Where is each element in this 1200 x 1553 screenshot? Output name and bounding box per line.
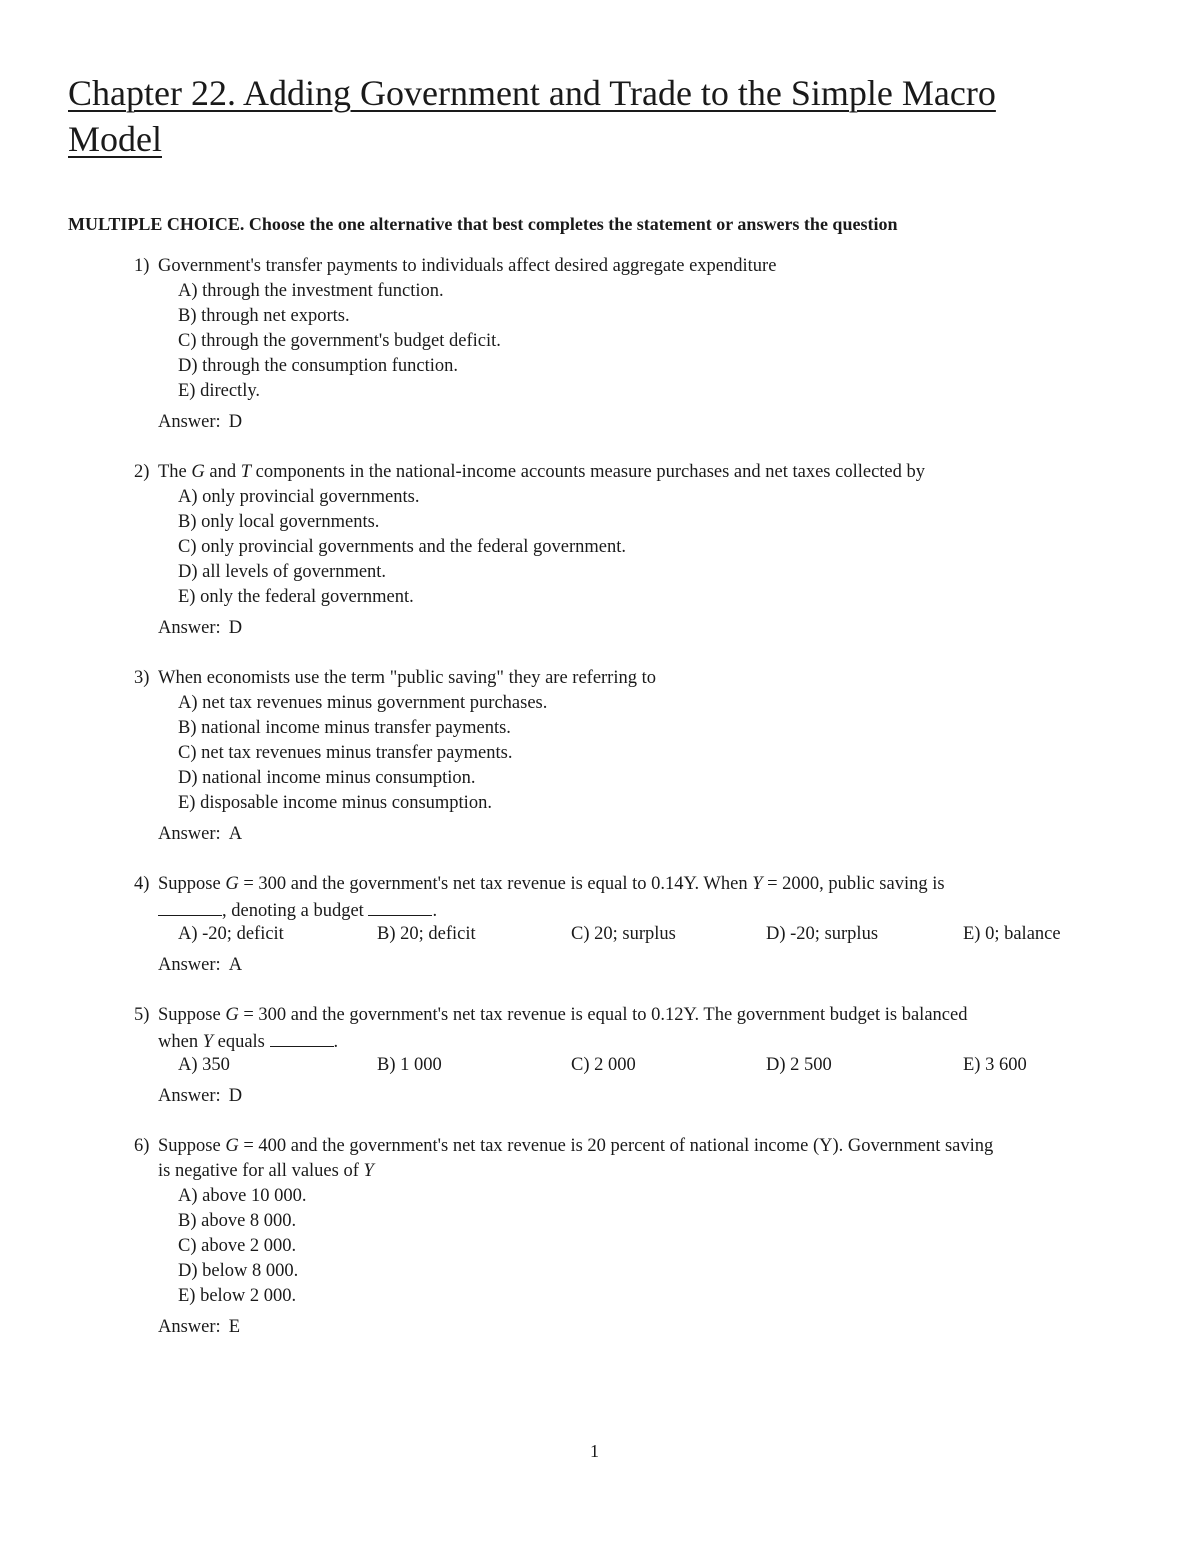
question-text — [134, 1003, 1114, 1028]
text-part: is negative for all values of — [158, 1161, 364, 1181]
option-c: C) only provincial governments and the federal government. — [178, 537, 626, 557]
option-e: E) 3 600 — [963, 1055, 1027, 1075]
option-d: D) national income minus consumption. — [178, 768, 476, 788]
question-stem — [134, 872, 1114, 924]
variable-g: G — [225, 1005, 239, 1025]
variable-g: G — [225, 1136, 239, 1156]
answer — [158, 1084, 242, 1109]
page-number: 1 — [590, 1441, 599, 1461]
answer-blank — [368, 897, 432, 916]
text-part: components in the national-income accounts measure purchases and net taxes collected by — [251, 462, 926, 482]
answer — [158, 616, 242, 641]
question-text-line-2 — [134, 1028, 1114, 1055]
option-c: C) through the government's budget deficit. — [178, 331, 501, 351]
question-number: 1) — [134, 256, 150, 276]
text-part: Suppose — [158, 1136, 226, 1156]
text-part: Suppose — [158, 1005, 226, 1025]
question-text-line-2 — [134, 1159, 1114, 1184]
text-part: equals — [213, 1032, 270, 1052]
option-e: E) only the federal government. — [178, 587, 414, 607]
option-a: A) only provincial governments. — [178, 487, 420, 507]
text-part: . — [333, 1032, 339, 1052]
option-d: D) 2 500 — [766, 1055, 832, 1075]
text-part: . — [432, 901, 438, 921]
text-part: and — [204, 462, 241, 482]
answer — [158, 953, 242, 978]
question-text-line-2 — [134, 897, 1114, 924]
answer-value: E — [228, 1317, 240, 1337]
option-a: A) -20; deficit — [178, 924, 284, 944]
option-d: D) -20; surplus — [766, 924, 879, 944]
option-e: E) directly. — [178, 381, 261, 401]
question-number: 6) — [134, 1136, 150, 1156]
option-a: A) through the investment function. — [178, 281, 444, 301]
option-c: C) net tax revenues minus transfer payments. — [178, 743, 513, 763]
option-d: D) through the consumption function. — [178, 356, 459, 376]
answer — [158, 1315, 240, 1340]
option-b: B) above 8 000. — [178, 1211, 297, 1231]
question-text: When economists use the term "public saving" they are referring to — [158, 668, 657, 688]
text-part: = 2000, public saving is — [762, 874, 945, 894]
variable-g: G — [225, 874, 239, 894]
text-part: = 300 and the government's net tax revenue is equal to 0.14Y. When — [238, 874, 753, 894]
answer-value: D — [228, 412, 243, 432]
answer-label: Answer: — [158, 412, 221, 432]
option-a: A) 350 — [178, 1055, 230, 1075]
answer-label: Answer: — [158, 955, 221, 975]
answer — [158, 410, 242, 435]
answer-label: Answer: — [158, 618, 221, 638]
variable-t: T — [240, 462, 252, 482]
question-text — [134, 872, 1114, 897]
question-number: 2) — [134, 462, 150, 482]
chapter-title: Chapter 22. Adding Government and Trade to the Simple Macro Model — [68, 73, 996, 159]
option-d: D) below 8 000. — [178, 1261, 299, 1281]
option-c: C) 2 000 — [571, 1055, 636, 1075]
variable-y: Y — [752, 874, 763, 894]
text-part: = 300 and the government's net tax revenue is equal to 0.12Y. The government budget is balanced — [238, 1005, 968, 1025]
answer-value: A — [228, 955, 243, 975]
instructions: MULTIPLE CHOICE. Choose the one alternative that best completes the statement or answers the question — [68, 214, 898, 234]
text-part: when — [158, 1032, 203, 1052]
answer-value: D — [228, 1086, 243, 1106]
question-stem — [134, 1134, 1114, 1184]
text-part: , denoting a budget — [222, 901, 369, 921]
question-stem — [134, 1003, 1114, 1055]
question-stem — [134, 666, 1114, 691]
question-text — [134, 460, 1114, 485]
answer-blank — [158, 897, 222, 916]
question-text — [134, 1134, 1114, 1159]
text-part: Suppose — [158, 874, 226, 894]
question-number: 4) — [134, 874, 150, 894]
variable-g: G — [191, 462, 205, 482]
option-e: E) disposable income minus consumption. — [178, 793, 492, 813]
question-number: 5) — [134, 1005, 150, 1025]
question-stem — [134, 254, 1114, 279]
question-number: 3) — [134, 668, 150, 688]
option-e: E) 0; balance — [963, 924, 1061, 944]
answer-label: Answer: — [158, 824, 221, 844]
answer-value: A — [228, 824, 243, 844]
answer-label: Answer: — [158, 1317, 221, 1337]
option-b: B) through net exports. — [178, 306, 350, 326]
answer-label: Answer: — [158, 1086, 221, 1106]
option-b: B) national income minus transfer payments. — [178, 718, 511, 738]
option-b: B) only local governments. — [178, 512, 380, 532]
option-b: B) 20; deficit — [377, 924, 476, 944]
option-d: D) all levels of government. — [178, 562, 387, 582]
question-text: Government's transfer payments to individuals affect desired aggregate expenditure — [158, 256, 777, 276]
option-e: E) below 2 000. — [178, 1286, 297, 1306]
answer — [158, 822, 242, 847]
variable-y: Y — [363, 1161, 374, 1181]
text-part: The — [158, 462, 192, 482]
text-part: = 400 and the government's net tax revenue is 20 percent of national income (Y). Government saving — [238, 1136, 994, 1156]
option-a: A) net tax revenues minus government purchases. — [178, 693, 548, 713]
option-b: B) 1 000 — [377, 1055, 442, 1075]
option-c: C) 20; surplus — [571, 924, 676, 944]
answer-value: D — [228, 618, 243, 638]
answer-blank — [270, 1028, 334, 1047]
option-a: A) above 10 000. — [178, 1186, 307, 1206]
question-stem — [134, 460, 1114, 485]
variable-y: Y — [202, 1032, 213, 1052]
option-c: C) above 2 000. — [178, 1236, 297, 1256]
